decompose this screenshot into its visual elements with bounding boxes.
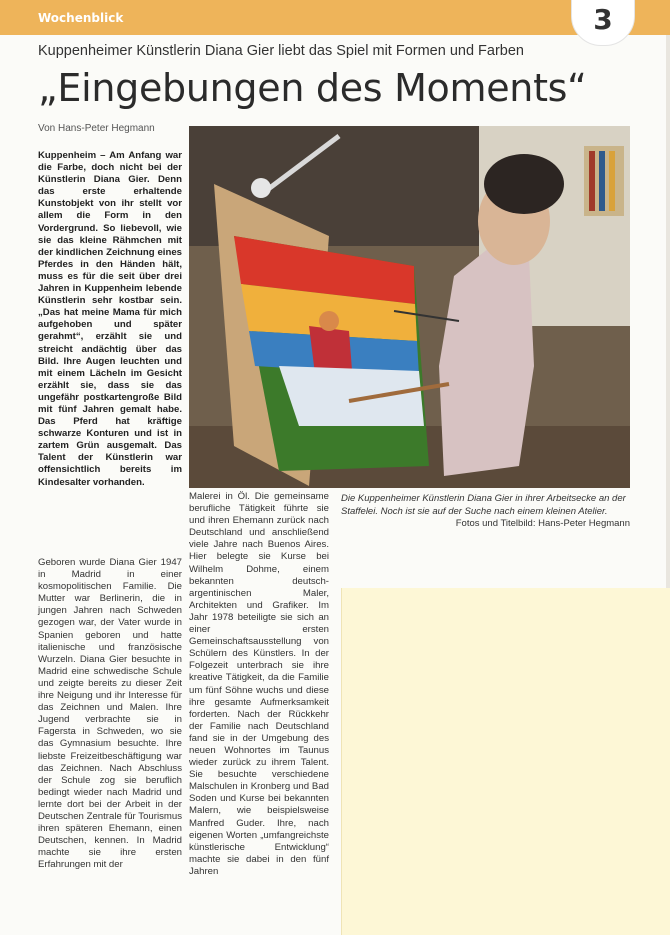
section-title: Wochenblick — [38, 11, 124, 25]
article-lead: Kuppenheim – Am Anfang war die Farbe, doch nicht bei der Künstlerin Diana Gier. Denn das erste erhaltende Kunstobjekt von ihr stellt vor allem die Form in den Vordergrund. So liebevoll, wie sie das kleine Rähmchen mit der kindlichen Zeichnung eines Pferdes in den Händen hält, muss es für die seit über drei Jahren in Kuppenheim lebende Künstlerin sehr kostbar sein. „Das hat meine Mama für mich aufgehoben und später gerahmt“, erzählt sie und streicht andächtig über das Bild. Ihre Augen leuchten und mit einem Lächeln im Gesicht erzählt sie, dass sie das ungefähr postkartengroße Bild mit fünf Jahren gemalt habe. Das Pferd hat kräftige schwarze Konturen und ist in zartem Grün ausgemalt. Das Talent der Künstlerin war offensichtlich bereits im Kindesalter vorhanden. — [38, 150, 182, 488]
page-number: 3 — [571, 0, 635, 46]
article-body-column-1: Geboren wurde Diana Gier 1947 in Madrid in einer kosmopolitischen Familie. Die Mutter war Berlinerin, die in jungen Jahren nach Schweden gezogen war, der Vater wurde in Spanien geboren und hatte italienische und französische Wurzeln. Diana Gier besuchte in Madrid eine schwedische Schule und zeigte bereits zu dieser Zeit ihre Neigung und ihr Interesse für das Zeichnen und Malen. Ihre Jugend verbrachte sie in Fagersta in Schweden, wo sie das Gymnasium besuchte. Ihre liebste Freizeitbeschäftigung war das Zeichnen. Nach Abschluss der Schule zog sie beruflich bedingt wieder nach Madrid und lernte dort bei der Arbeit in der Deutschen Zentrale für Tourismus ihren späteren Ehemann, einen Deutschen, kennen. In Madrid machte sie ihre ersten Erfahrungen mit der — [38, 557, 182, 871]
article-byline: Von Hans-Peter Hegmann — [38, 123, 155, 134]
artist-photo — [189, 126, 630, 488]
article-title: „Eingebungen des Moments“ — [38, 66, 587, 110]
photo-credit: Fotos und Titelbild: Hans-Peter Hegmann — [455, 518, 630, 529]
caption-text: Die Kuppenheimer Künstlerin Diana Gier in ihrer Arbeitsecke an der Staffelei. Noch ist sie auf der Suche nach einem kleinen Atelier. — [341, 493, 626, 517]
photo-caption — [341, 493, 630, 531]
artist-at-easel-illustration — [189, 126, 630, 488]
article-kicker: Kuppenheimer Künstlerin Diana Gier liebt das Spiel mit Formen und Farben — [38, 43, 524, 59]
header-bar — [0, 0, 670, 35]
article-body-column-2: Malerei in Öl. Die gemeinsame berufliche Tätigkeit führte sie und ihren Ehemann zurück nach Deutschland und anschließend viele Jahre nach Buenos Aires. Hier belegte sie Kurse bei Wilhelm Dohme, einem bekannten deutsch-argentinischen Maler, Architekten und Grafiker. Im Jahr 1978 beteiligte sie sich an einer ersten Gemeinschaftsausstellung von Schülern des Künstlers. In der Folgezeit unterbrach sie ihre kreative Tätigkeit, da die Familie um fünf Söhne wuchs und diese ihre gesamte Aufmerksamkeit forderten. Nach der Rückkehr der Familie nach Deutschland fand sie in der Umgebung des neuen Wohnortes im Taunus wieder zurück zu ihrem Talent. Sie besuchte verschiedene Malschulen in Kronberg und Bad Soden und Kurse bei bekannten Malern, wie beispielsweise Manfred Guder. Ihre, nach eigenen Worten „umfangreichste künstlerische Entwicklung“ machte sie dabei in den fünf Jahren — [189, 491, 329, 877]
empty-advert-box — [341, 588, 670, 935]
